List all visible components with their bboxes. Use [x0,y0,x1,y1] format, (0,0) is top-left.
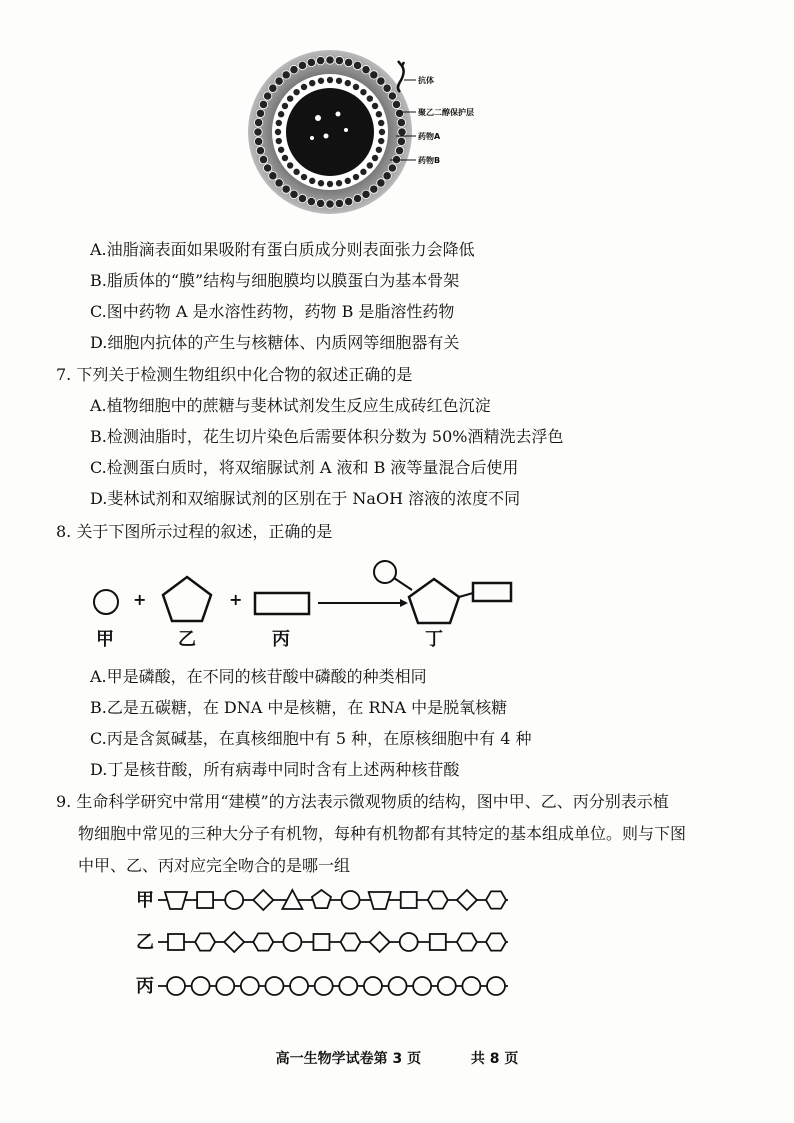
q6-option-c: C.图中药物 A 是水溶性药物，药物 B 是脂溶性药物 [90,302,455,321]
chain-label-jia: 甲 [136,890,154,911]
lipid-head [371,154,378,161]
q9-stem-line-2: 物细胞中常见的三种大分子有机物，每种有机物都有其特定的基本组成单位。则与下图 [78,824,687,843]
lipid-head [335,180,342,187]
lipid-head [269,84,277,92]
lipid-head [290,65,298,73]
monomer-unit [241,977,259,995]
lipid-head [370,71,378,79]
lipid-head [275,137,282,144]
lipid-head [377,179,385,187]
lipid-head [326,56,334,64]
lipid-head [287,95,294,102]
monomer-unit [438,977,456,995]
label-antibody: 抗体 [418,76,434,85]
lipid-head [335,77,342,84]
lipid-head [383,172,391,180]
monomer-unit [290,977,308,995]
monomer-unit [487,977,505,995]
monomer-unit [195,933,215,950]
lipid-head [259,155,267,163]
lipid-head [335,199,343,207]
monomer-unit [283,933,301,951]
monomer-unit [168,934,184,950]
lipid-head [344,80,351,87]
q8-option-a: A.甲是磷酸，在不同的核苷酸中磷酸的种类相同 [90,667,427,686]
monomer-unit [462,977,480,995]
monomer-unit [364,977,382,995]
monomer-unit [342,891,360,909]
nucleotide-base [473,583,511,601]
monomer-unit [167,977,185,995]
lipid-head [269,172,277,180]
lipid-head [395,109,403,117]
lipid-head [317,180,324,187]
q8-option-b: B.乙是五碳糖，在 DNA 中是核糖，在 RNA 中是脱氧核糖 [90,698,508,717]
lipid-head [293,168,300,175]
lipid-head [300,83,307,90]
monomer-unit [225,891,243,909]
q9-stem-line-1: 9. 生命科学研究中常用“建模”的方法表示微观物质的结构，图中甲、乙、丙分别表示植 [56,792,669,811]
footer-total: 共 8 页 [470,1051,519,1067]
lipid-head [317,77,324,84]
q9-stem-line-3: 中甲、乙、丙对应完全吻合的是哪一组 [78,856,351,875]
monomer-unit [315,977,333,995]
lipid-head [362,190,370,198]
lipid-head [290,190,298,198]
lipid-head [398,128,406,136]
monomer-unit [341,933,361,950]
lipid-head [287,162,294,169]
lipid-head [309,80,316,87]
lipid-head [378,128,385,135]
lipid-head [392,100,400,108]
q7-option-d: D.斐林试剂和双缩脲试剂的区别在于 NaOH 溶液的浓度不同 [90,489,521,508]
lipid-head [316,199,324,207]
lipid-head [353,194,361,202]
polymer-chains [0,880,794,1000]
q7-option-a: A.植物细胞中的蔗糖与斐林试剂发生反应生成砖红色沉淀 [90,396,491,415]
q8-stem: 8. 关于下图所示过程的叙述，正确的是 [56,522,333,541]
monomer-unit [339,977,357,995]
lipid-head [263,164,271,172]
lipid-head [278,111,285,118]
nucleotide-phosphate [374,561,396,583]
lipid-head [309,177,316,184]
monomer-unit [265,977,283,995]
monomer-unit [486,933,506,950]
label-ding: 丁 [425,629,443,650]
lipid-head [366,162,373,169]
q6-option-b: B.脂质体的“膜”结构与细胞膜均以膜蛋白为基本骨架 [90,271,460,290]
monomer-unit [312,890,331,908]
lipid-head [263,92,271,100]
label-jia: 甲 [96,629,114,650]
label-drug-a: 药物A [418,132,441,141]
lipid-head [254,128,262,136]
chain-label-bing: 丙 [136,976,154,997]
monomer-unit [192,977,210,995]
q6-option-d: D.细胞内抗体的产生与核糖体、内质网等细胞器有关 [90,333,460,352]
monomer-unit [401,892,417,908]
lipid-head [298,194,306,202]
monomer-unit [197,892,213,908]
lipid-head [274,128,281,135]
lipid-head [281,102,288,109]
chain-label-yi: 乙 [136,932,154,953]
lipid-head [344,197,352,205]
q8-option-d: D.丁是核苷酸，所有病毒中同时含有上述两种核苷酸 [90,760,460,779]
label-yi: 乙 [178,629,196,650]
label-peg-layer: 聚乙二醇保护层 [418,108,474,117]
lipid-head [275,119,282,126]
q7-option-b: B.检测油脂时，花生切片染色后需要体积分数为 50%酒精洗去浮色 [90,427,564,446]
lipid-head [300,173,307,180]
lipid-head [370,185,378,193]
footer-page: 高一生物学试卷第 3 页 [275,1051,422,1067]
monomer-unit [428,891,448,908]
lipid-head [307,58,315,66]
monomer-unit [313,934,329,950]
antibody-icon [398,61,404,92]
sugar-pentagon [163,577,211,621]
liposome-figure [0,0,794,230]
lipid-head [397,118,405,126]
lipid-head [282,185,290,193]
liposome-diagram [0,0,794,230]
plus-sign-2: + [229,590,243,609]
base-rectangle [255,593,309,614]
lipid-head [378,119,385,126]
monomer-unit [486,891,506,908]
lipid-head [352,173,359,180]
lipid-head [275,179,283,187]
monomer-unit [253,890,273,910]
lipid-head [360,89,367,96]
lipid-head [375,111,382,118]
lipid-head [397,137,405,145]
lipid-head [298,61,306,69]
lipid-head [275,77,283,85]
nucleotide-sugar [409,579,459,623]
lipid-head [377,77,385,85]
lipid-head [335,56,343,64]
lipid-head [362,65,370,73]
lipid-head [282,71,290,79]
monomer-unit [430,934,446,950]
lipid-head [326,200,334,208]
monomer-unit [216,977,234,995]
lipid-head [316,56,324,64]
monomer-unit [253,933,273,950]
lipid-head [278,146,285,153]
lipid-head [326,76,333,83]
lipid-head [326,180,333,187]
lipid-head [254,118,262,126]
lipid-head [344,177,351,184]
lipid-head [352,83,359,90]
lipid-head [378,137,385,144]
lipid-head [256,109,264,117]
lipid-head [388,92,396,100]
lipid-head [281,154,288,161]
lipid-head [353,61,361,69]
q6-option-a: A.油脂滴表面如果吸附有蛋白质成分则表面张力会降低 [90,240,475,259]
lipid-head [307,197,315,205]
monomer-unit [389,977,407,995]
lipid-head [371,102,378,109]
monomer-unit [369,892,391,909]
lipid-head [383,84,391,92]
nucleotide-figure [0,555,794,650]
phosphate-circle [94,590,118,614]
plus-sign-1: + [133,590,147,609]
lipid-head [344,58,352,66]
lipid-head [366,95,373,102]
lipid-head [256,146,264,154]
monomer-unit [457,933,477,950]
q8-option-c: C.丙是含氮碱基，在真核细胞中有 5 种，在原核细胞中有 4 种 [90,729,532,748]
lipid-head [254,137,262,145]
lipid-head [360,168,367,175]
lipid-head [259,100,267,108]
lipid-head [395,146,403,154]
monomer-unit [413,977,431,995]
monomer-unit [224,932,244,952]
lipid-head [293,89,300,96]
monomer-unit [400,933,418,951]
monomer-unit [457,890,477,910]
q7-option-c: C.检测蛋白质时，将双缩脲试剂 A 液和 B 液等量混合后使用 [90,458,519,477]
label-bing: 丙 [272,629,290,650]
lipid-head [388,164,396,172]
page-footer [0,1048,794,1068]
monomer-unit [165,892,187,909]
label-drug-b: 药物B [418,156,441,165]
monomer-unit [370,932,390,952]
q7-stem: 7. 下列关于检测生物组织中化合物的叙述正确的是 [56,365,413,384]
lipid-head [375,146,382,153]
